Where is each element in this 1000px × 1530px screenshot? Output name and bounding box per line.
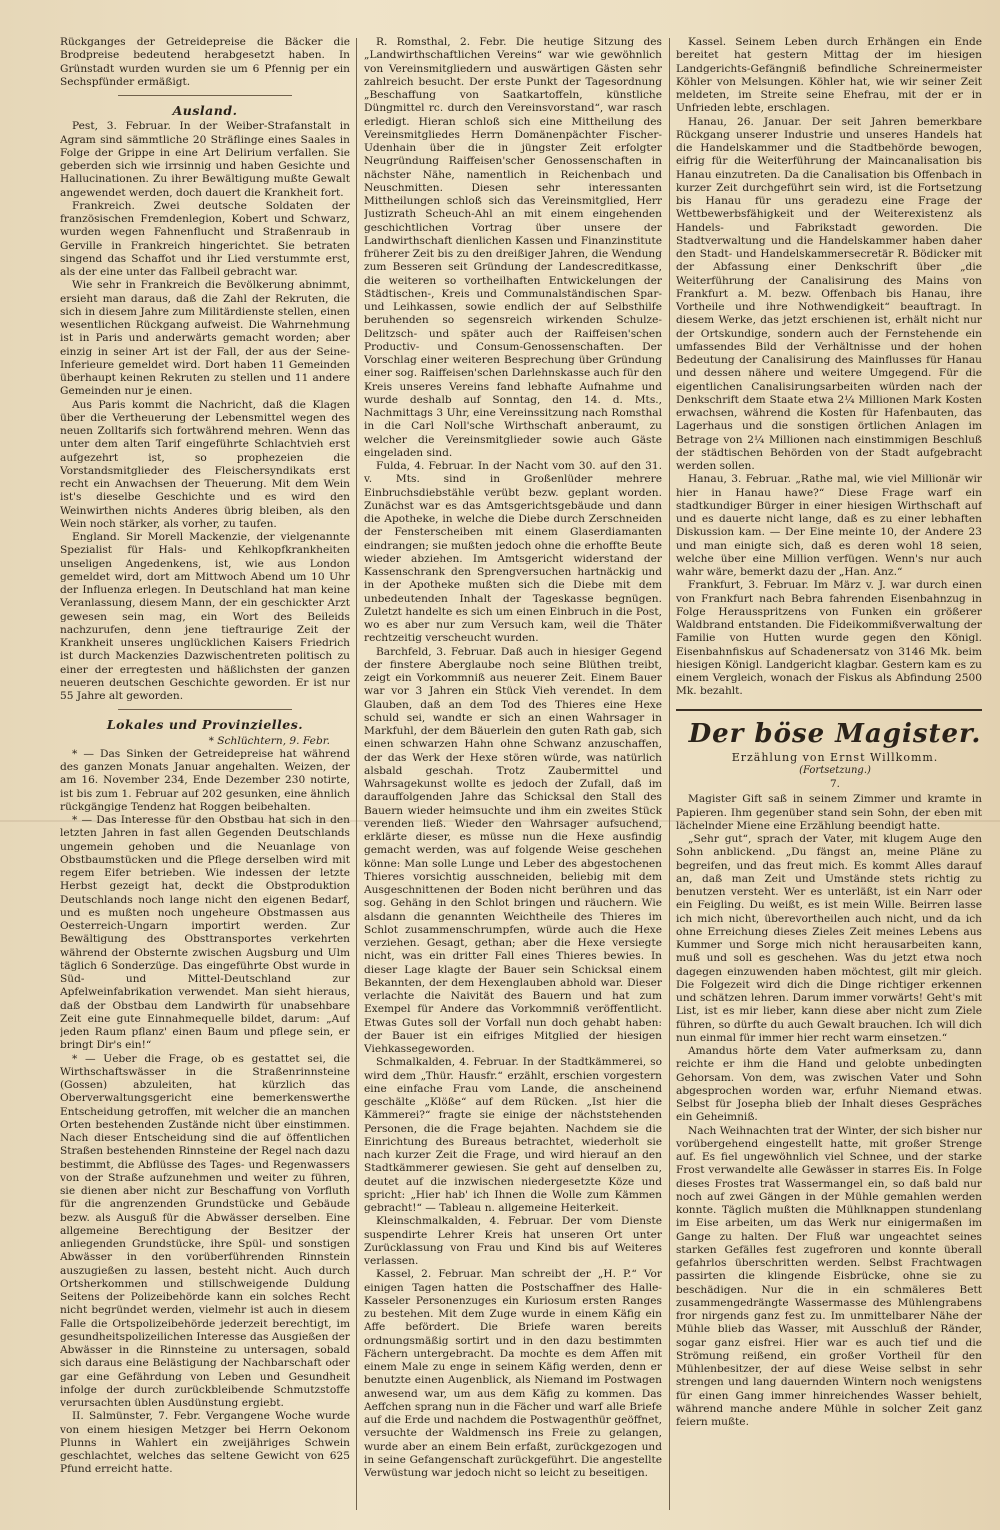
serial-byline: Erzählung von Ernst Willkomm. bbox=[731, 750, 939, 764]
article-frankreich-2: Wie sehr in Frankreich die Bevölkerung abnimmt, ersieht man daraus, daß die Zahl der Rekruten, die sich in diesem Jahre zum Militärdienste stellen, einen wesentlichen Rückgang aufweist. Die Wahrnehmung ist in Paris und anderwärts gemacht worden; aber einzig in seiner Art ist der Fall, der aus der Seine-Inferieure gemeldet wird. Dort haben 11 Gemeinden überhaupt keinen Rekruten zu stellen und 11 andere Gemeinden nur je einen. bbox=[60, 279, 350, 398]
article-frankreich: Frankreich. Zwei deutsche Soldaten der französischen Fremdenlegion, Kobert und Schwarz, wurden wegen Fahnenflucht und Straßenraub in Gerville in Frankreich hingerichtet. Sie betraten singend das Schaffot und ihr Lied verstummte erst, als der eine unter das Fallbeil gebracht war. bbox=[60, 199, 350, 278]
serial-continuation: (Fortsetzung.) bbox=[799, 764, 871, 776]
article-barchfeld: Barchfeld, 3. Februar. Daß auch in hiesiger Gegend der finstere Aberglaube noch seine Blüthen treibt, zeigt ein Vorkommniß aus neuerer Zeit. Einem Bauer war vor 3 Jahren ein Stück Vieh verendet. In dem Glauben, daß an dem Tod des Thieres eine Hexe schuld sei, wandte er sich an einen Wahrsager in Markfuhl, der dem Bäuerlein den guten Rath gab, sich einen schwarzen Hahn ohne Schwanz anzuschaffen, der das Werk der Hexe stören würde, was natürlich alsbald geschah. Trotz Zaubermittel und Wahrsagekunst wollte es jedoch der Zufall, daß im darauffolgenden Jahre das Schicksal den Stall des Bauern wieder heimsuchte und ihm ein zweites Stück verenden ließ. Wieder den Wahrsager aufsuchend, erklärte dieser, es müsse nun die Hexe ausfindig gemacht werden, was auf folgende Weise geschehen könne: Man solle Lunge und Leber des abgestochenen Thieres vorsichtig ausschneiden, beliebig mit dem Ausgeschnittenen der Boden nicht berühren und das sog. Gehäng in den Schlot bringen und räuchern. Wie alsdann die genannten Weichtheile des Thieres im Schlot zusammenschrumpfen, würde auch die Hexe verziehen. Gesagt, gethan; aber die Hexe versiegte nicht, was ein dritter Fall eines Thieres bewies. In dieser Lage klagte der Bauer sein Schicksal einem Bekannten, der dem Hexenglauben abhold war. Dieser verlachte die Naivität des Bauern und hat zum Exempel für Andere das Vorkommniß veröffentlicht. Etwas Gutes soll der Vorfall nun doch gehabt haben: der Bauer ist ein eifriges Mitglied der hiesigen Viehkassegeworden. bbox=[364, 645, 662, 1055]
feuilleton-serial bbox=[676, 709, 982, 1430]
article-kassel-2: Kassel. Seinem Leben durch Erhängen ein Ende bereitet hat gestern Mittag der im hiesigen Landgerichts-Gefängniß befindliche Schreinermeister Köhler von Melsungen. Köhler hat, wie wir seiner Zeit meldeten, im Streite seine Ehefrau, mit der er in Unfrieden lebte, erschlagen. bbox=[676, 36, 982, 115]
article-hanau-1: Hanau, 26. Januar. Der seit Jahren bemerkbare Rückgang unserer Industrie und unseres Handels hat die Handelskammer und die Stadtbehörde bewogen, eifrig für die Weiterführung der Maincanalisation bis Hanau einzutreten. Da die Canalisation bis Offenbach in kurzer Zeit durchgeführt sein wird, ist die Fortsetzung bis Hanau für uns geradezu eine Frage der Wettbewerbsfähigkeit und der Weiterexistenz als Handels- und Fabrikstadt geworden. Die Stadtverwaltung und die Handelskammer haben daher den Stadt- und Handelskammersecretär R. Bödicker mit der Abfassung einer Denkschrift über „die Weiterführung der Canalisirung des Mains von Frankfurt a. M. bezw. Offenbach bis Hanau, ihre Vortheile und ihre Nothwendigkeit“ beauftragt. In diesem Werke, das jetzt erschienen ist, erhält nicht nur der Ortskundige, sondern auch der Fernstehende ein umfassendes Bild der Verhältnisse und der hohen Bedeutung der Canalisirung des Mainflusses für Hanau und dessen nähere und weitere Umgegend. Für die eigentlichen Canalisirungsarbeiten würden nach der Denkschrift dem Staate etwa 2¼ Millionen Mark Kosten erwachsen, während die Kosten für Hafenbauten, das Lagerhaus und die sonstigen örtlichen Anlagen im Betrage von 2¼ Millionen nach einstimmigen Beschluß der städtischen Behörden von der Stadt aufgebracht werden sollen. bbox=[676, 115, 982, 472]
article-getreide: * — Das Sinken der Getreidepreise hat während des ganzen Monats Januar angehalten. Weizen, der am 16. November 234, Ende Dezember 230 notirte, ist bis zum 1. Februar auf 202 gesunken, eine ähnlich rückgängige Tendenz hat Roggen beibehalten. bbox=[60, 747, 350, 813]
separator bbox=[118, 95, 292, 96]
column-2 bbox=[364, 36, 662, 1506]
article-romsthal: R. Romsthal, 2. Febr. Die heutige Sitzung des „Landwirthschaftlichen Vereins“ war wie gewöhnlich von Vereinsmitgliedern und auswärtigen Gästen sehr zahlreich besucht. Der erste Punkt der Tagesordnung „Beschaffung von Saatkartoffeln, künstliche Düngmittel rc. durch den Vereinsvorstand“, war rasch erledigt. Hieran schloß sich eine Mittheilung des Vereinsmitgliedes Herrn Domänenpächter Fischer-Udenhain über die in jüngster Zeit erfolgter Neugründung Raiffeisen'scher Genossenschaften in nächster Nähe, namentlich in Reichenbach und Neuschmitten. Diesen sehr interessanten Mittheilungen schloß sich das Vereinsmitglied, Herr Justizrath Scheuch-Ahl an mit einem eingehenden geschichtlichen Vortrag über unsere der Landwirthschaft dienlichen Kassen und Finanzinstitute früherer Zeit bis zu den dreißiger Jahren, die Wendung zum Besseren seit Gründung der Landescreditkasse, die weiteren so vortheilhaften Entwickelungen der Städtischen-, Kreis und Communalständischen Spar- und Leihkassen, sowie endlich der auf Selbsthilfe beruhenden so segensreich wirkenden Schulze-Delitzsch- und später auch der Raiffeisen'schen Productiv- und Consum-Genossenschaften. Der Vorschlag einer weiteren Besprechung über Gründung einer sog. Raiffeisen'schen Darlehnskasse auch für den Kreis unseres Vereins fand lebhafte Aufnahme und wurde deshalb auf Sonntag, den 14. d. Mts., Nachmittags 3 Uhr, eine Vereinssitzung nach Romsthal in die Carl Noll'sche Wirthschaft anberaumt, zu welcher die Vereinsmitglieder sowie auch Gäste eingeladen sind. bbox=[364, 36, 662, 459]
article-obstbau: * — Das Interesse für den Obstbau hat sich in den letzten Jahren in fast allen Gegenden Deutschlands ungemein gehoben und die Neuanlage von Obstbaumstücken und die Pflege derselben wird mit regem Eifer betrieben. Wie indessen der letzte Herbst gezeigt hat, deckt die Obstproduktion Deutschlands noch lange nicht den eigenen Bedarf, und es mußten noch ungeheure Obstmassen aus Oesterreich-Ungarn importirt werden. Zur Bewältigung des Obsttransportes verkehrten während der Obsternte zwischen Augsburg und Ulm täglich 6 Sonderzüge. Das eingeführte Obst wurde in Süd- und Mittel-Deutschland zur Apfelweinfabrikation verwendet. Man sieht hieraus, daß der Obstbau dem Landwirth für unabsehbare Zeit eine gute Einnahmequelle bildet, darum: „Auf jeden Raum pflanz' einen Baum und pflege sein, er bringt Dir's ein!“ bbox=[60, 814, 350, 1052]
dateline-schluechtern: * Schlüchtern, 9. Febr. bbox=[208, 734, 330, 747]
article-schmalkalden: Schmalkalden, 4. Februar. In der Stadtkämmerei, so wird dem „Thür. Hausfr.“ erzählt, erschien vorgestern eine einfache Frau vom Lande, die anscheinend geschälte „Klöße“ auf dem Rücken. „Ist hier die Kämmerei?“ fragte sie einige der nächststehenden Personen, die die Frage bejahten. Nachdem sie die Einrichtung des Bureaus betrachtet, wiederholt sie nach kurzer Zeit die Frage, und wird hierauf an den Stadtkämmerer gewiesen. Sie geht auf denselben zu, deutet auf die inzwischen niedergesetzte Köze und spricht: „Hier hab' ich Ihnen die Wolle zum Kämmen gebracht!“ — Tableau n. allgemeine Heiterkeit. bbox=[364, 1056, 662, 1214]
article-salmuenster: II. Salmünster, 7. Febr. Vergangene Woche wurde von einem hiesigen Metzger bei Herrn Oekonom Plunns in Wahlert ein zweijähriges Schwein geschlachtet, welches das seltene Gewicht von 625 Pfund erreicht hatte. bbox=[60, 1410, 350, 1476]
serial-paragraph: Magister Gift saß in seinem Zimmer und kramte in Papieren. Ihm gegenüber stand sein Sohn, der eben mit lächelnder Miene eine Erzählung beendigt hatte. bbox=[676, 793, 982, 832]
column-1 bbox=[60, 36, 350, 1506]
article-england: England. Sir Morell Mackenzie, der vielgenannte Spezialist für Hals- und Kehlkopfkrankheiten unseligen Angedenkens, ist, wie aus London gemeldet wird, dort am Mittwoch Abend um 10 Uhr der Influenza erlegen. In Deutschland hat man keine Veranlassung, diesem Mann, der ein geschickter Arzt gewesen sein mag, ein Wort des Beileids nachzurufen, denn jene tieftraurige Zeit der Krankheit unseres unglücklichen Kaisers Friedrich ist durch Mackenzies Dazwischentreten politisch zu einer der erregtesten und häßlichsten der ganzen neueren deutschen Geschichte geworden. Er ist nur 55 Jahre alt geworden. bbox=[60, 531, 350, 702]
serial-paragraph: „Sehr gut“, sprach der Vater, mit klugem Auge den Sohn anblickend. „Du fängst an, meine Pläne zu begreifen, und das freut mich. Es kommt Alles darauf an, daß man Zeit und Umstände stets richtig zu benutzen versteht. Wer es unterläßt, ist ein Narr oder ein Feigling. Du weißt, es ist mein Wille. Beirren lasse ich mich nicht, überevortheilen auch nicht, und da ich ohne Erreichung dieses Zieles Zeit meines Lebens aus Kummer und Sorge mich nicht herausarbeiten kann, muß und soll es geschehen. Was du jetzt etwa noch dagegen einzuwenden haben möchtest, gilt mir gleich. Die Folgezeit wird dich die Dinge richtiger erkennen und schätzen lehren. Darum immer vorwärts! Geht's mit List, ist es mir lieber, kann diese aber nicht zum Ziele führen, so dürfte du auch Gewalt brauchen. Ich will dich nun einmal für immer hier recht warm einsetzen.“ bbox=[676, 833, 982, 1044]
column-rule-1 bbox=[356, 38, 357, 1510]
separator bbox=[118, 709, 292, 710]
article-kassel-1: Kassel, 2. Februar. Man schreibt der „H. P.“ Vor einigen Tagen hatten die Postschaffner des Halle-Kasseler Personenzuges ein Kuriosum ersten Ranges zu bestehen. Mit dem Zuge wurde in einem Käfig ein Affe befördert. Die Briefe waren bereits ordnungsmäßig sortirt und in den dazu bestimmten Fächern untergebracht. Da mochte es dem Affen mit einem Male zu enge in seinem Käfig werden, denn er benutzte einen Augenblick, als Niemand im Postwagen anwesend war, um aus dem Käfig zu kommen. Das Aeffchen sprang nun in die Fächer und warf alle Briefe auf die Erde und nachdem die Postwagenthür geöffnet, versuchte der Waldmensch ins Freie zu gelangen, wurde aber an einem Bein erfaßt, zurückgezogen und in seine Gefangenschaft zurückgeführt. Die angestellte Verwüstung war jedoch nicht so leicht zu beseitigen. bbox=[364, 1268, 662, 1479]
column-3 bbox=[676, 36, 982, 1506]
article-intro: Rückganges der Getreidepreise die Bäcker die Brodpreise bedeutend herabgesetzt haben. In Grünstadt wurden wurden sie um 6 Pfennig per ein Sechspfünder ermäßigt. bbox=[60, 36, 350, 88]
article-frankfurt: Frankfurt, 3. Februar. Im März v. J. war durch einen von Frankfurt nach Bebra fahrenden Eisenbahnzug in Folge Herausspritzens von Funken ein größerer Waldbrand entstanden. Die Fideikommißverwaltung der Familie von Hutten wurde gegen den Königl. Eisenbahnfiskus auf Schadenersatz von 3146 Mk. beim hiesigen Königl. Landgericht klagbar. Gestern kam es zu einem Vergleich, wonach der Fiskus als Abfindung 2500 Mk. bezahlt. bbox=[676, 579, 982, 698]
serial-chapter: 7. bbox=[829, 778, 841, 790]
article-kleinschmalkalden: Kleinschmalkalden, 4. Februar. Der vom Dienste suspendirte Lehrer Kreis hat unseren Ort unter Zurücklassung von Frau und Kind bis auf Weiteres verlassen. bbox=[364, 1215, 662, 1267]
serial-title: Der böse Magister. bbox=[688, 718, 982, 749]
article-wirthschaftswaesser: * — Ueber die Frage, ob es gestattet sei, die Wirthschaftswässer in die Straßenrinnsteine (Gossen) abzuleiten, hat kürzlich das Oberverwaltungsgericht eine bemerkenswerthe Entscheidung getroffen, mit welcher die an manchen Orten bestehenden Zustände nicht über einstimmen. Nach dieser Entscheidung sind die auf öffentlichen Straßen bestehenden Rinnsteine der Regel nach dazu bestimmt, die Abflüsse des Tages- und Regenwassers von der Straße aufzunehmen und weiter zu führen, sie dienen aber nicht zur Beschaffung von Vorfluth für die angrenzenden Grundstücke und Gebäude bezw. als Ausguß für die Abwässer derselben. Eine allgemeine Berechtigung der Besitzer der anliegenden Grundstücke, ihre Spül- und sonstigen Abwässer in den vorüberführenden Rinnstein auszugießen zu lassen, besteht nicht. Auch durch Ortsherkommen und stillschweigende Duldung Seitens der Polizeibehörde kann ein solches Recht nicht begründet werden, vielmehr ist auch in diesem Falle die Ortspolizeibehörde jederzeit berechtigt, im gesundheitspolizeilichen Interesse das Ausgießen der Abwässer in die Rinnsteine zu untersagen, sobald sich daraus eine Belästigung der Nachbarschaft oder gar eine Gefährdung von Leben und Gesundheit infolge der durch zurückbleibende Schmutzstoffe verursachten üblen Ausdünstung ergiebt. bbox=[60, 1052, 350, 1409]
article-fulda: Fulda, 4. Februar. In der Nacht vom 30. auf den 31. v. Mts. sind in Großenlüder mehrere Einbruchsdiebstähle verübt bezw. geplant worden. Zunächst war es das Amtsgerichtsgebäude und dann die Apotheke, in welche die Diebe durch Zerschneiden der Fensterscheiben mit einem Glaserdiamanten eindrangen; sie mußten jedoch ohne die erhoffte Beute wieder abziehen. Im Amtsgericht widerstand der Kassenschrank den Sprengversuchen hartnäckig und in der Apotheke mußten sich die Diebe mit dem unbedeutenden Inhalt der Tageskasse begnügen. Zuletzt handelte es sich um einen Einbruch in die Post, wo es aber nur zum Versuch kam, weil die Thäter rechtzeitig verscheucht wurden. bbox=[364, 460, 662, 645]
article-hanau-2: Hanau, 3. Februar. „Rathe mal, wie viel Millionär wir hier in Hanau hawe?“ Diese Frage warf ein stadtkundiger Bürger in einer hiesigen Wirthschaft auf und es dauerte nicht lange, daß es zu einer lebhaften Diskussion kam. — Der Eine meinte 10, der Andere 23 und man einigte sich, daß es deren wohl 18 seien, welche über eine Million verfügen. Wenn's nur auch wahr wäre, bemerkt dazu der „Han. Anz.“ bbox=[676, 473, 982, 578]
article-paris: Aus Paris kommt die Nachricht, daß die Klagen über die Vertheuerung der Lebensmittel wegen des neuen Zolltarifs sich fortwährend mehren. Wenn das unter dem alten Tarif eingeführte Schlachtvieh erst aufgezehrt ist, so prophezeien die Vorstandsmitglieder des Fleischersyndikats erst recht ein Anwachsen der Theuerung. Mit dem Wein ist's dieselbe Geschichte und es wird den Weinwirthen nichts Anderes übrig bleiben, als den Wein noch stärker, als vorher, zu taufen. bbox=[60, 398, 350, 530]
article-pest: Pest, 3. Februar. In der Weiber-Strafanstalt in Agram sind sämmtliche 20 Sträflinge eines Saales in Folge der Grippe in eine Art Delirium verfallen. Sie geberden sich wie irrsinnig und haben Gesichte und Hallucinationen. Zu ihrer Bewältigung mußte Gewalt angewendet werden, doch dauert die Krankheit fort. bbox=[60, 120, 350, 199]
section-heading-ausland: Ausland. bbox=[172, 103, 238, 118]
serial-paragraph: Nach Weihnachten trat der Winter, der sich bisher nur vorübergehend eingestellt hatte, mit großer Strenge auf. Es fiel ungewöhnlich viel Schnee, und der starke Frost verwandelte alle Gewässer in starres Eis. In Folge dieses Frostes trat Wassermangel ein, so daß bald nur noch auf zwei Gängen in der Mühle gemahlen werden konnte. Täglich mußten die Mühlknappen stundenlang im Eise arbeiten, um das Werk nur einigermaßen im Gange zu halten. Der Fluß war ungeachtet seines starken Gefälles fest zugefroren und konnte überall gefahrlos überschritten werden. Selbst Frachtwagen passirten die klingende Eisbrücke, ohne sie zu beschädigen. Nur die in ein schmäleres Bett zusammengedrängte Wassermasse des Mühlengrabens fror nirgends ganz fest zu. Im unmittelbarer Nähe der Mühle blieb das Wasser, mit Ausschluß der Ränder, sogar ganz eisfrei. Hier war es auch tief und die Strömung reißend, ein großer Vortheil für den Mühlenbesitzer, der auf diese Weise selbst in sehr strengen und lang dauernden Wintern noch wenigstens für einen Gang immer hinreichendes Wasser behielt, während manche andere Mühle in solcher Zeit ganz feiern mußte. bbox=[676, 1124, 982, 1428]
section-heading-lokales: Lokales und Provinzielles. bbox=[106, 717, 304, 733]
serial-paragraph: Amandus hörte dem Vater aufmerksam zu, dann reichte er ihm die Hand und gelobte unbedingten Gehorsam. Von dem, was zwischen Vater und Sohn abgesprochen worden war, erfuhr Niemand etwas. Selbst für Josepha blieb der Inhalt dieses Gespräches ein Geheimniß. bbox=[676, 1045, 982, 1124]
column-rule-2 bbox=[669, 38, 670, 1510]
